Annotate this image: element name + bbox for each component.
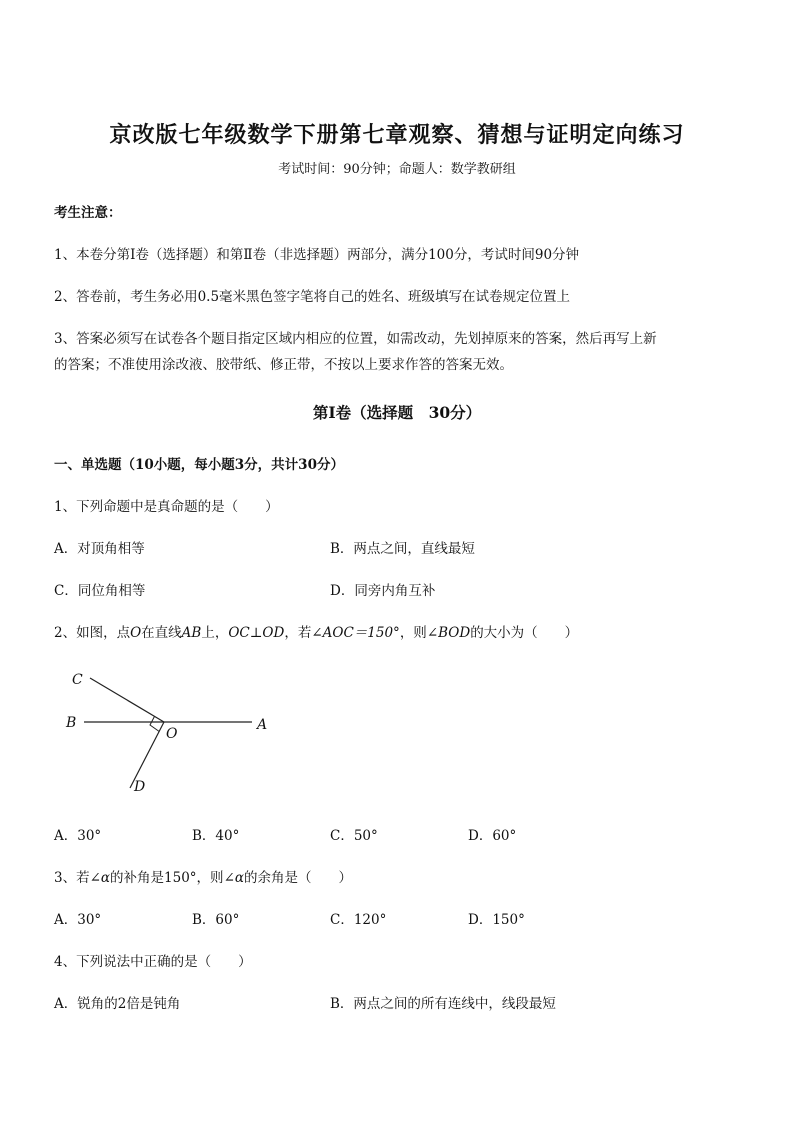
q4-option-a: A．锐角的2倍是钝角 (54, 996, 181, 1012)
q1-option-d: D．同旁内角互补 (330, 583, 436, 599)
q3-option-b: B．60° (192, 912, 240, 928)
section-title: 第Ⅰ卷（选择题 30分） (312, 403, 482, 422)
q2-option-a: A．30° (54, 828, 102, 844)
ray-oc (90, 678, 164, 722)
question-1-stem: 1、下列命题中是真命题的是（ ） (54, 499, 279, 515)
q3-option-a: A．30° (54, 912, 102, 928)
q3-option-d: D．150° (468, 912, 525, 928)
notice-item-1: 1、本卷分第Ⅰ卷（选择题）和第Ⅱ卷（非选择题）两部分，满分100分，考试时间90分钟 (54, 247, 580, 263)
geometry-figure (60, 660, 280, 800)
page-title: 京改版七年级数学下册第七章观察、猜想与证明定向练习 (109, 122, 685, 148)
label-o: O (166, 726, 178, 742)
q3-option-c: C．120° (330, 912, 387, 928)
question-3-stem: 3、若∠α的补角是150°，则∠α的余角是（ ） (54, 870, 352, 886)
q4-option-b: B．两点之间的所有连线中，线段最短 (330, 996, 556, 1012)
label-b: B (66, 715, 77, 731)
label-a: A (257, 717, 268, 733)
notice-heading: 考生注意： (54, 205, 122, 221)
notice-item-3-cont: 的答案；不准使用涂改液、胶带纸、修正带，不按以上要求作答的答案无效。 (54, 357, 513, 373)
q2-option-d: D．60° (468, 828, 517, 844)
q1-option-c: C．同位角相等 (54, 583, 146, 599)
q1-option-a: A．对顶角相等 (54, 541, 145, 557)
notice-item-3: 3、答案必须写在试卷各个题目指定区域内相应的位置，如需改动，先划掉原来的答案，然后再写上新 (54, 331, 657, 347)
label-d: D (134, 779, 146, 795)
q2-option-c: C．50° (330, 828, 378, 844)
question-2-stem: 2、如图，点O在直线AB上，OC⊥OD，若∠AOC＝150°，则∠BOD的大小为（ ） (54, 625, 579, 641)
label-c: C (72, 672, 83, 688)
q2-option-b: B．40° (192, 828, 240, 844)
question-4-stem: 4、下列说法中正确的是（ ） (54, 954, 252, 970)
exam-info: 考试时间：90分钟；命题人：数学教研组 (278, 162, 516, 177)
q1-option-b: B．两点之间，直线最短 (330, 541, 475, 557)
notice-item-2: 2、答卷前，考生务必用0.5毫米黑色签字笔将自己的姓名、班级填写在试卷规定位置上 (54, 289, 571, 305)
part-heading: 一、单选题（10小题，每小题3分，共计30分） (54, 457, 344, 473)
